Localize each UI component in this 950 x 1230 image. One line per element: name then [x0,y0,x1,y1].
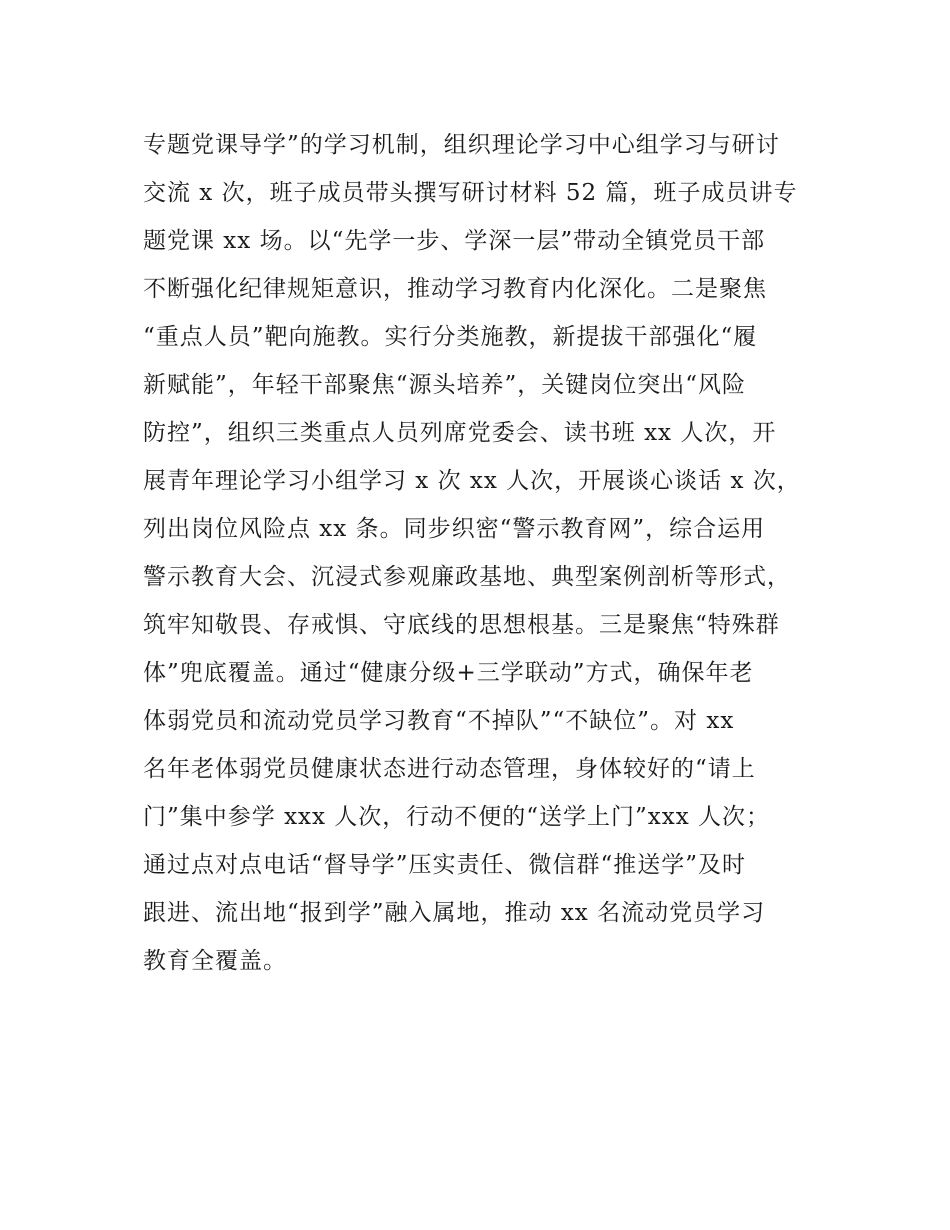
paragraph-line: 筑牢知敬畏、存戒惧、守底线的思想根基。三是聚焦“特殊群 [143,612,780,638]
body-paragraph [143,121,823,985]
paragraph-line: 列出岗位风险点 xx 条。同步织密“警示教育网”，综合运用 [143,516,766,542]
paragraph-line: 交流 x 次，班子成员带头撰写研讨材料 52 篇，班子成员讲专 [143,180,798,206]
paragraph-line: “重点人员”靶向施教。实行分类施教，新提拔干部强化“履 [143,324,758,350]
paragraph-line: 名年老体弱党员健康状态进行动态管理，身体较好的“请上 [143,756,756,782]
paragraph-line: 题党课 xx 场。以“先学一步、学深一层”带动全镇党员干部 [143,228,766,254]
paragraph-line: 警示教育大会、沉浸式参观廉政基地、典型案例剖析等形式， [143,564,791,590]
paragraph-line: 不断强化纪律规矩意识，推动学习教育内化深化。二是聚焦 [143,276,767,302]
paragraph-line: 体”兜底覆盖。通过“健康分级+三学联动”方式，确保年老 [143,660,754,686]
paragraph-line: 门”集中参学 xxx 人次，行动不便的“送学上门”xxx 人次； [143,804,771,830]
paragraph-line: 教育全覆盖。 [143,948,287,974]
paragraph-line: 通过点对点电话“督导学”压实责任、微信群“推送学”及时 [143,852,747,878]
paragraph-line: 体弱党员和流动党员学习教育“不掉队”“不缺位”。对 xx [143,708,735,734]
paragraph-line: 专题党课导学”的学习机制，组织理论学习中心组学习与研讨 [143,132,780,158]
paragraph-line: 新赋能”，年轻干部聚焦“源头培养”，关键岗位突出“风险 [143,372,747,398]
paragraph-line: 防控”，组织三类重点人员列席党委会、读书班 xx 人次，开 [143,420,777,446]
paragraph-line: 展青年理论学习小组学习 x 次 xx 人次，开展谈心谈话 x 次， [143,468,801,494]
paragraph-line: 跟进、流出地“报到学”融入属地，推动 xx 名流动党员学习 [143,900,766,926]
